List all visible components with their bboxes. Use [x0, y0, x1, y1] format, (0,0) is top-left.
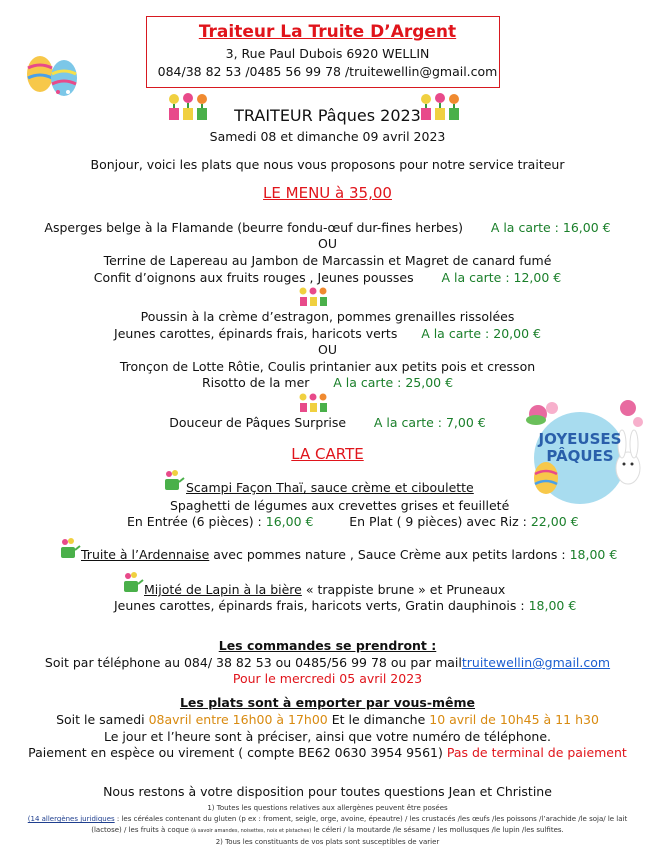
menu-or: OU	[318, 236, 337, 251]
lapin-title: Mijoté de Lapin à la bière « trappiste brune » et Pruneaux	[144, 582, 506, 597]
watering-can-icon	[57, 538, 81, 560]
footer-line4: 2) Tous les constituants de vos plats sont susceptibles de varier	[215, 838, 440, 846]
easter-eggs-icon	[20, 48, 82, 106]
intro-text: Bonjour, voici les plats que nous vous proposons pour notre service traiteur	[90, 157, 565, 172]
scampi-desc: Spaghetti de légumes aux crevettes grises et feuilleté	[170, 498, 510, 513]
email-link[interactable]: truitewellin@gmail.com	[461, 655, 611, 670]
menu-line: Confit d’oignons aux fruits rouges , Jeunes pousses A la carte : 12,00 €	[93, 270, 562, 285]
pickup-line2: Le jour et l’heure sont à préciser, ainsi que votre numéro de téléphone.	[103, 729, 551, 744]
carte-heading: LA CARTE	[291, 445, 364, 463]
watering-can-icon	[120, 572, 144, 594]
menu-line: Tronçon de Lotte Rôtie, Coulis printanier aux petits pois et cresson	[119, 359, 536, 374]
header-address: 3, Rue Paul Dubois 6920 WELLIN	[225, 46, 430, 61]
footer-line3: (lactose) / les fruits à coque (à savoir amandes, noisettes, noix et pistaches) le céleri / la moutarde /le sésame / les mollusques /le lupin /les sulfites.	[91, 826, 564, 834]
lapin-desc: Jeunes carottes, épinards frais, haricots verts, Gratin dauphinois : 18,00 €	[114, 598, 577, 613]
scampi-prices: En Entrée (6 pièces) : 16,00 € En Plat ( 9 pièces) avec Riz : 22,00 €	[127, 514, 579, 529]
closing-text: Nous restons à votre disposition pour toutes questions Jean et Christine	[103, 784, 552, 799]
badge-text: JOYEUSES PÂQUES	[538, 430, 622, 465]
event-title: TRAITEUR Pâques 2023	[234, 106, 421, 125]
orders-deadline: Pour le mercredi 05 avril 2023	[232, 671, 423, 686]
footer-line1: 1) Toutes les questions relatives aux allergènes peuvent être posées	[207, 804, 448, 812]
restaurant-title: Traiteur La Truite D’Argent	[198, 22, 457, 42]
header-contact: 084/38 82 53 /0485 56 99 78 /truitewellin@gmail.com	[157, 64, 498, 79]
scampi-title: Scampi Façon Thaï, sauce crème et ciboulette	[186, 480, 474, 495]
orders-line: Soit par téléphone au 084/ 38 82 53 ou 0485/56 99 78 ou par mailtruitewellin@gmail.com	[44, 655, 611, 670]
menu-line: Jeunes carottes, épinards frais, haricots verts A la carte : 20,00 €	[114, 326, 541, 341]
menu-line: Risotto de la mer A la carte : 25,00 €	[201, 375, 454, 390]
flower-pots-icon-small-2	[298, 393, 328, 413]
flower-pots-icon-small	[298, 287, 328, 307]
menu-line: Asperges belge à la Flamande (beurre fondu-œuf dur-fines herbes) A la carte : 16,00 €	[44, 220, 611, 235]
watering-can-icon	[161, 470, 185, 492]
menu-line: Poussin à la crème d’estragon, pommes grenailles rissolées	[140, 309, 515, 324]
pickup-heading: Les plats sont à emporter par vous-même	[179, 695, 476, 710]
menu-or: OU	[318, 342, 337, 357]
footer-line2: (14 allergènes juridiques : les céréales contenant du gluten (p ex : froment, seigle, orge, avoine, épeautre) / les crustacés /les œufs /les poissons /l’arachide /le soja/ le lait	[27, 815, 628, 823]
event-dates: Samedi 08 et dimanche 09 avril 2023	[209, 129, 446, 144]
menu-line: Douceur de Pâques Surprise A la carte : 7,00 €	[169, 415, 486, 430]
menu-line: Terrine de Lapereau au Jambon de Marcassin et Magret de canard fumé	[103, 253, 552, 268]
pickup-line1: Soit le samedi 08avril entre 16h00 à 17h00 Et le dimanche 10 avril de 10h45 à 11 h30	[56, 712, 599, 727]
menu-heading: LE MENU à 35,00	[263, 184, 392, 202]
pickup-line3: Paiement en espèce ou virement ( compte BE62 0630 3954 9561) Pas de terminal de paiement	[28, 745, 627, 760]
orders-heading: Les commandes se prendront :	[218, 638, 437, 653]
truite-line: Truite à l’Ardennaise avec pommes nature , Sauce Crème aux petits lardons : 18,00 €	[81, 547, 618, 562]
